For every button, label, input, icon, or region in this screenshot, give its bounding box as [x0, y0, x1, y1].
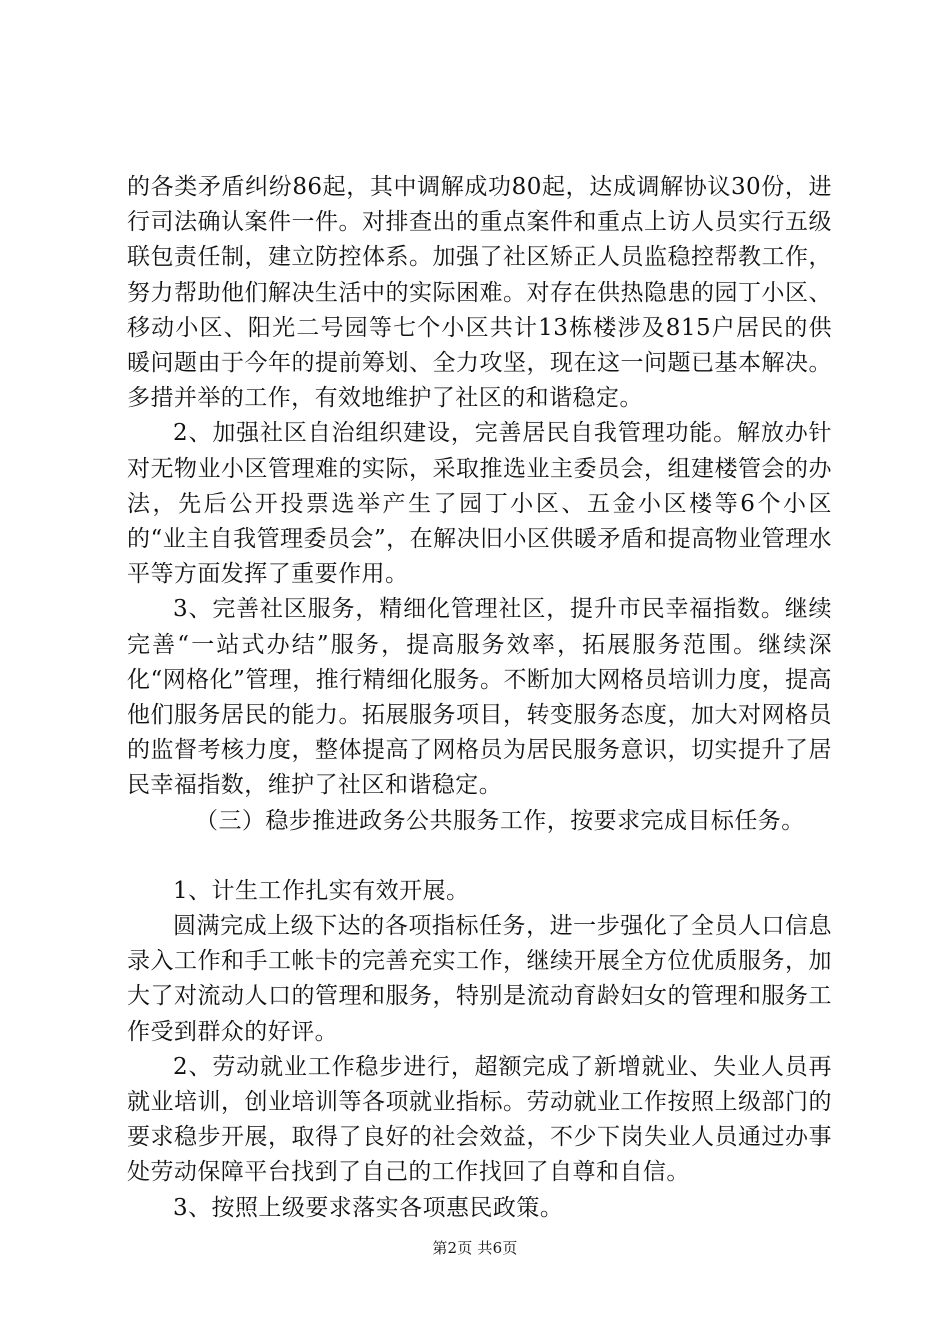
paragraph-family-planning: 圆满完成上级下达的各项指标任务，进一步强化了全员人口信息录入工作和手工帐卡的完善充实工作，继续开展全方位优质服务，加大了对流动人口的管理和服务，特别是流动育龄妇女的管理和服务工作受到群众的好评。 — [127, 913, 832, 1045]
paragraph-self-governance: 2、加强社区自治组织建设，完善居民自我管理功能。解放办针对无物业小区管理难的实际，采取推选业主委员会，组建楼管会的办法，先后公开投票选举产生了园丁小区、五金小区楼等6个小区的“业主自我管理委员会”，在解决旧小区供暖矛盾和提高物业管理水平等方面发挥了重要作用。 — [127, 420, 832, 588]
section-heading-public-service: （三）稳步推进政务公共服务工作，按要求完成目标任务。 — [195, 807, 805, 834]
page-number: 第2页 共6页 — [432, 1239, 518, 1257]
paragraph-community-service: 3、完善社区服务，精细化管理社区，提升市民幸福指数。继续完善“一站式办结”服务，提高服务效率，拓展服务范围。继续深化“网格化”管理，推行精细化服务。不断加大网格员培训力度，提高他们服务居民的能力。拓展服务项目，转变服务态度，加大对网格员的监督考核力度，整体提高了网格员为居民服务意识，切实提升了居民幸福指数，维护了社区和谐稳定。 — [127, 596, 832, 799]
paragraph-employment: 2、劳动就业工作稳步进行，超额完成了新增就业、失业人员再就业培训，创业培训等各项就业指标。劳动就业工作按照上级部门的要求稳步开展，取得了良好的社会效益，不少下岗失业人员通过办事处劳动保障平台找到了自己的工作找回了自尊和自信。 — [127, 1053, 832, 1186]
paragraph-dispute-resolution: 的各类矛盾纠纷86起，其中调解成功80起，达成调解协议30份，进行司法确认案件一件。对排查出的重点案件和重点上访人员实行五级联包责任制，建立防控体系。加强了社区矫正人员监稳控帮教工作，努力帮助他们解决生活中的实际困难。对存在供热隐患的园丁小区、移动小区、阳光二号园等七个小区共计13栋楼涉及815户居民的供暖问题由于今年的提前筹划、全力攻坚，现在这一问题已基本解决。多措并举的工作，有效地维护了社区的和谐稳定。 — [127, 174, 832, 412]
paragraph-benefit-policies: 3、按照上级要求落实各项惠民政策。 — [173, 1194, 564, 1221]
document-body — [127, 170, 832, 1226]
paragraph-family-planning-heading: 1、计生工作扎实有效开展。 — [173, 877, 470, 904]
